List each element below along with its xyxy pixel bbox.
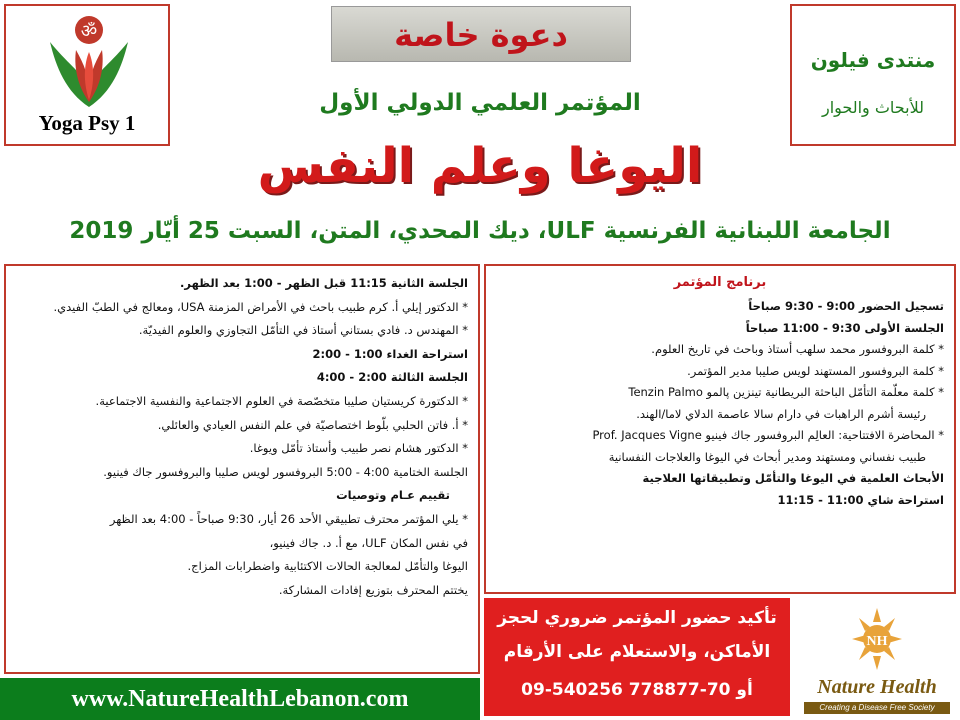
program-item: طبيب نفساني ومستهند ومدير أبحاث في اليوغا والعلاجات النفسانية (608, 449, 926, 464)
program-item: اليوغا والتأمّل لمعالجة الحالات الاكتئابية واضطرابات المزاج. (187, 559, 468, 574)
program-item: استراحة شاي 11:00 - 11:15 (777, 492, 944, 507)
nh-sun-icon (850, 606, 904, 672)
nature-health-logo (794, 598, 960, 720)
program-item: * الدكتور هشام نصر طبيب وأستاذ تأمّل ويوغا. (249, 441, 468, 456)
svg-text:NH: NH (866, 634, 888, 649)
program-item: في نفس المكان ULF، مع أ. د. جاك فينيو، (269, 535, 468, 550)
program-item: الجلسة الثانية 11:15 قبل الظهر - 1:00 بعد الظهر. (180, 276, 468, 290)
program-item: * الدكتورة كريستيان صليبا متخصّصة في العلوم الاجتماعية والنفسية الاجتماعية. (95, 393, 468, 408)
program-item: * كلمة البروفسور محمد سلهب أستاذ وباحث في تاريخ العلوم. (651, 342, 944, 356)
nature-health-name: Nature Health (817, 676, 937, 698)
nature-health-tagline: Creating a Disease Free Society (804, 702, 950, 714)
yoga-psy-logo-box (4, 4, 170, 146)
program-item: الأبحاث العلمية في اليوغا والتأمّل وتطبيقاتها العلاجية (642, 471, 944, 485)
website-link[interactable]: www.NatureHealthLebanon.com (0, 678, 480, 720)
program-item: يختتم المحترف بتوزيع إفادات المشاركة. (278, 582, 468, 597)
conference-title: المؤتمر العلمي الدولي الأول (319, 90, 641, 116)
confirmation-line-1: تأكيد حضور المؤتمر ضروري لحجز (497, 608, 777, 628)
forum-box (790, 4, 956, 146)
program-item: * كلمة معلّمة التأمّل الباحثة البريطانية تينزين پالمو Tenzin Palmo (628, 385, 944, 399)
program-item: * أ. فاتن الحلبي بلّوط اختصاصيّة في علم النفس العيادي والعائلي. (157, 417, 468, 432)
invitation-banner: دعوة خاصة (331, 6, 631, 62)
program-heading: برنامج المؤتمر (673, 275, 767, 290)
program-item: * المهندس د. فادي بستاني أستاذ في التأمّل التجاوزي والعلوم الفيديّة. (138, 323, 468, 338)
program-item: تسجيل الحضور 9:00 - 9:30 صباحاً (748, 299, 944, 313)
program-item: الجلسة الختامية 4:00 - 5:00 البروفسور لويس صليبا والبروفسور جاك فينيو. (103, 464, 468, 479)
confirmation-box (484, 598, 790, 716)
program-item: الجلسة الثالثة 2:00 - 4:00 (316, 370, 468, 385)
conference-venue-date: الجامعة اللبنانية الفرنسية ULF، ديك المحدي، المتن، السبت 25 أيّار 2019 (69, 218, 891, 244)
confirmation-line-2: الأماكن، والاستعلام على الأرقام (503, 642, 771, 662)
program-afternoon (4, 264, 480, 674)
program-item: * الدكتور إيلي أ. كرم طبيب باحث في الأمراض المزمنة USA، ومعالج في الطبّ الفيدي. (53, 299, 468, 314)
program-item: * المحاضرة الافتتاحية: العالِم البروفسور جاك فينيو Prof. Jacques Vigne (592, 428, 944, 442)
program-item: استراحة الغداء 1:00 - 2:00 (312, 346, 468, 361)
phone-numbers[interactable]: 09-540256 أو 70-778877 (521, 680, 753, 700)
conference-topic: اليوغا وعلم النفس (257, 138, 703, 194)
forum-subtitle: للأبحاث والحوار (821, 98, 925, 117)
om-lotus-icon (36, 12, 142, 112)
logo-text: Yoga Psy 1 (38, 111, 136, 135)
program-item: * كلمة البروفسور المستهند لويس صليبا مدير المؤتمر. (687, 363, 944, 378)
program-item: رئيسة أشرم الراهبات في دارام سالا عاصمة الدلاي لاما/الهند. (636, 406, 926, 421)
program-item: تقييم عـام وتوصيات (336, 488, 450, 503)
program-item: الجلسة الأولى 9:30 - 11:00 صباحاً (745, 320, 944, 335)
program-morning (484, 264, 956, 594)
svg-text:ॐ: ॐ (80, 21, 98, 42)
forum-name: منتدى فيلون (810, 48, 936, 72)
program-item: * يلي المؤتمر محترف تطبيقي الأحد 26 أيار، 9:30 صباحاً - 4:00 بعد الظهر (109, 511, 468, 526)
